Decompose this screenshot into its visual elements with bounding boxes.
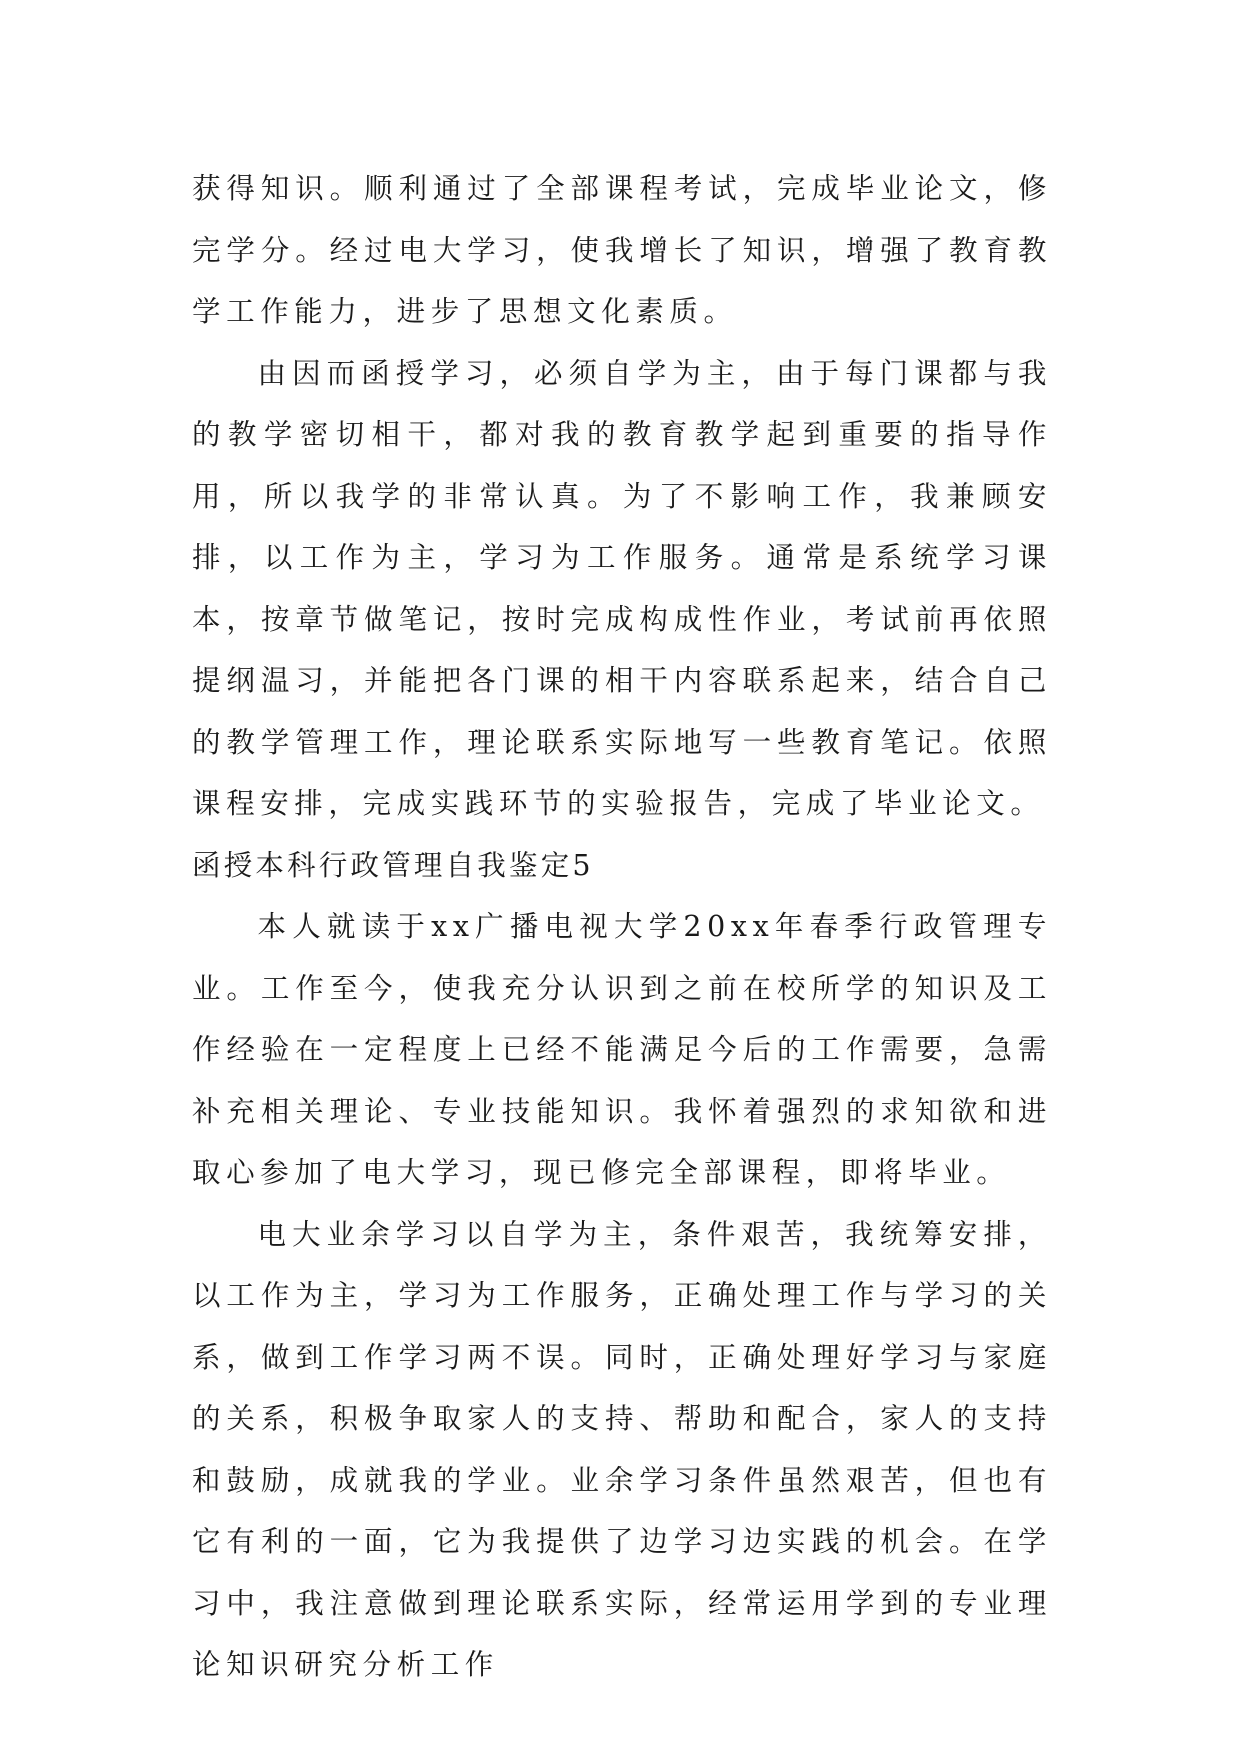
paragraph-continued: 获得知识。顺利通过了全部课程考试，完成毕业论文，修完学分。经过电大学习，使我增长了知识，增强了教育教学工作能力，进步了思想文化素质。 xyxy=(192,172,1052,328)
paragraph-study-method: 由因而函授学习，必须自学为主，由于每门课都与我的教学密切相干，都对我的教育教学起到重要的指导作用，所以我学的非常认真。为了不影响工作，我兼顾安排，以工作为主，学习为工作服务。通常是系统学习课本，按章节做笔记，按时完成构成性作业，考试前再依照提纲温习，并能把各门课的相干内容联系起来，结合自己的教学管理工作，理论联系实际地写一些教育笔记。依照课程安排，完成实践环节的实验报告，完成了毕业论文。 xyxy=(192,356,1052,820)
paragraph-study-balance: 电大业余学习以自学为主，条件艰苦，我统筹安排，以工作为主，学习为工作服务，正确处理工作与学习的关系，做到工作学习两不误。同时，正确处理好学习与家庭的关系，积极争取家人的支持、帮助和配合，家人的支持和鼓励，成就我的学业。业余学习条件虽然艰苦，但也有它有利的一面，它为我提供了边学习边实践的机会。在学习中，我注意做到理论联系实际，经常运用学到的专业理论知识研究分析工作 xyxy=(192,1217,1052,1681)
paragraph-introduction: 本人就读于xx广播电视大学20xx年春季行政管理专业。工作至今，使我充分认识到之前在校所学的知识及工作经验在一定程度上已经不能满足今后的工作需要，急需补充相关理论、专业技能知识。我怀着强烈的求知欲和进取心参加了电大学习，现已修完全部课程，即将毕业。 xyxy=(192,910,1052,1189)
document-body xyxy=(192,158,1052,1696)
section-heading: 函授本科行政管理自我鉴定5 xyxy=(192,848,594,882)
